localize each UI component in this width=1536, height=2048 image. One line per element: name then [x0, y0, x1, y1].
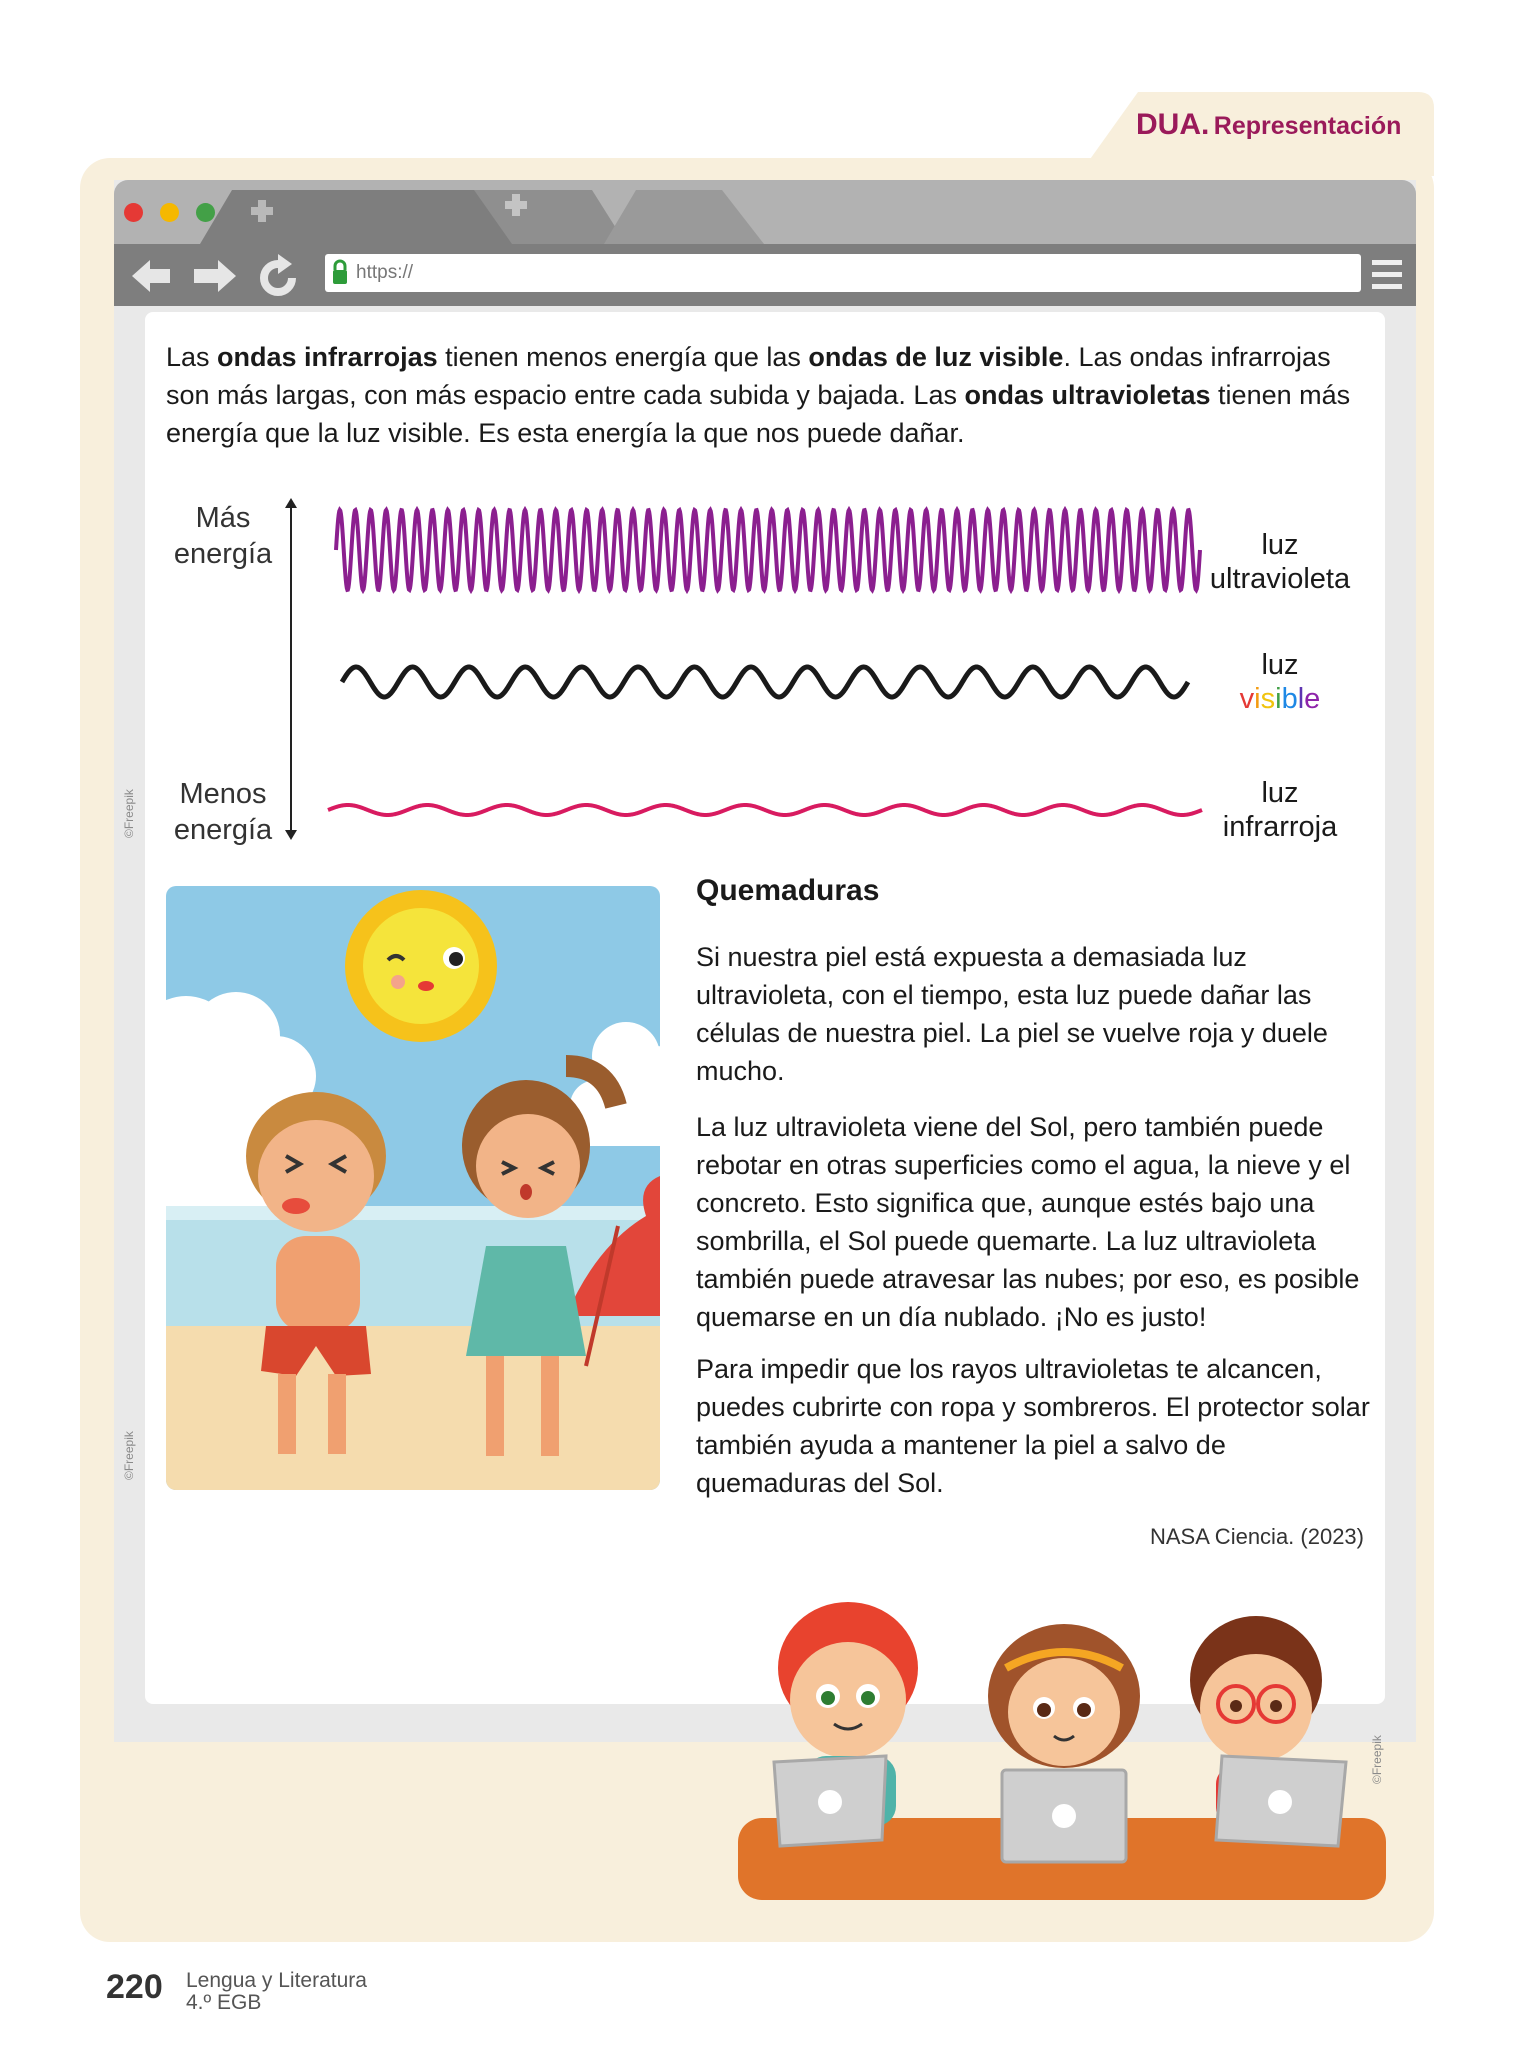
- url-field[interactable]: [325, 254, 1361, 292]
- dua-label-bold: DUA.: [1136, 108, 1210, 141]
- infrared-wave: [328, 805, 1202, 815]
- laptop-left: [774, 1756, 886, 1846]
- browser-tab-active[interactable]: [200, 190, 512, 244]
- intro-text: tienen más energía que la luz visible. Es esta energía la que nos puede dañar.: [166, 380, 1351, 448]
- maximize-window-dot[interactable]: [196, 203, 215, 222]
- axis-label-energy-bottom: energía: [173, 814, 273, 846]
- laptop-right: [1216, 1756, 1346, 1846]
- label-ultraviolet: [1200, 528, 1360, 596]
- label-infrared-name: infrarroja: [1222, 811, 1338, 843]
- wave-diagram: [320, 492, 1220, 832]
- axis-label-more-energy: [160, 500, 286, 572]
- label-visible-luz: luz: [1261, 649, 1299, 681]
- axis-label-energy-top: energía: [173, 538, 273, 570]
- intro-paragraph: [166, 338, 1356, 452]
- label-ultraviolet-name: ultravioleta: [1209, 563, 1351, 595]
- article-title: Quemaduras: [696, 874, 880, 907]
- intro-bold-term: ondas ultravioletas: [964, 380, 1211, 410]
- back-arrow-icon[interactable]: [132, 260, 170, 292]
- grade-level: 4.º EGB: [186, 1991, 262, 2014]
- label-ultraviolet-luz: luz: [1261, 529, 1299, 561]
- visible-letter: i: [1275, 683, 1282, 715]
- browser-tabs: [114, 186, 834, 244]
- visible-letter: e: [1304, 683, 1321, 715]
- intro-bold-term: ondas de luz visible: [808, 342, 1064, 372]
- forward-arrow-icon[interactable]: [194, 260, 236, 292]
- article-paragraph-1: Si nuestra piel está expuesta a demasiada luz ultravioleta, con el tiempo, esta luz puede dañar las células de nuestra piel. La piel se vuelve roja y duele mucho.: [696, 942, 1328, 1086]
- label-infrared: [1200, 776, 1360, 844]
- kids-with-laptops-illustration: [736, 1596, 1392, 1908]
- intro-text: tienen menos energía que las: [437, 342, 809, 372]
- laptop-middle: [1002, 1770, 1126, 1862]
- citation: NASA Ciencia. (2023): [1150, 1524, 1364, 1549]
- nav-buttons: [128, 254, 312, 298]
- visible-letter: b: [1281, 683, 1298, 715]
- close-window-dot[interactable]: [124, 203, 143, 222]
- reload-icon[interactable]: [264, 254, 292, 292]
- dua-label-rest: Representación: [1213, 112, 1402, 140]
- intro-bold-term: ondas infrarrojas: [217, 342, 438, 372]
- lock-icon: [332, 258, 348, 286]
- label-infrared-luz: luz: [1261, 777, 1299, 809]
- visible-letter: l: [1297, 683, 1305, 715]
- sunburn-beach-illustration: [166, 886, 660, 1490]
- dua-label: [1136, 108, 1401, 142]
- page-number: 220: [106, 1968, 163, 2006]
- intro-text: . Las ondas infrarrojas son más largas, con más espacio entre cada subida y bajada. Las: [166, 342, 1331, 410]
- kid-middle: [988, 1624, 1140, 1768]
- label-visible-name: [1200, 682, 1360, 716]
- image-credit-3: ©Freepik: [1370, 1735, 1384, 1784]
- minimize-window-dot[interactable]: [160, 203, 179, 222]
- label-visible: [1200, 648, 1360, 716]
- article-paragraph-3: Para impedir que los rayos ultravioletas te alcancen, puedes cubrirte con ropa y sombreros. El protector solar también ayuda a mantener la piel a salvo de quemaduras del Sol.: [696, 1354, 1370, 1498]
- visible-letter: i: [1254, 683, 1261, 715]
- ultraviolet-wave: [336, 510, 1200, 590]
- article-paragraph-2: La luz ultravioleta viene del Sol, pero también puede rebotar en otras superficies como el agua, la nieve y el concreto. Esto significa que, aunque estés bajo una sombrilla, el Sol puede quemarte. La luz ultravioleta también puede atravesar las nubes; por eso, es posible quemarse en un día nublado. ¡No es justo!: [696, 1112, 1360, 1332]
- visible-letter: v: [1239, 683, 1255, 715]
- hamburger-menu-icon[interactable]: [1370, 258, 1404, 292]
- url-text: https://: [356, 262, 414, 283]
- image-credit-2: ©Freepik: [122, 1431, 136, 1480]
- intro-text: Las: [166, 342, 218, 372]
- visible-letter: s: [1260, 683, 1276, 715]
- sun-icon: [345, 890, 497, 1042]
- subject-name: Lengua y Literatura: [186, 1969, 367, 1992]
- subject-label: [186, 1970, 367, 2014]
- axis-label-more: Más: [195, 502, 251, 534]
- image-credit-1: ©Freepik: [122, 789, 136, 838]
- axis-label-less: Menos: [179, 778, 267, 810]
- axis-label-less-energy: [160, 776, 286, 848]
- visible-wave: [342, 667, 1188, 697]
